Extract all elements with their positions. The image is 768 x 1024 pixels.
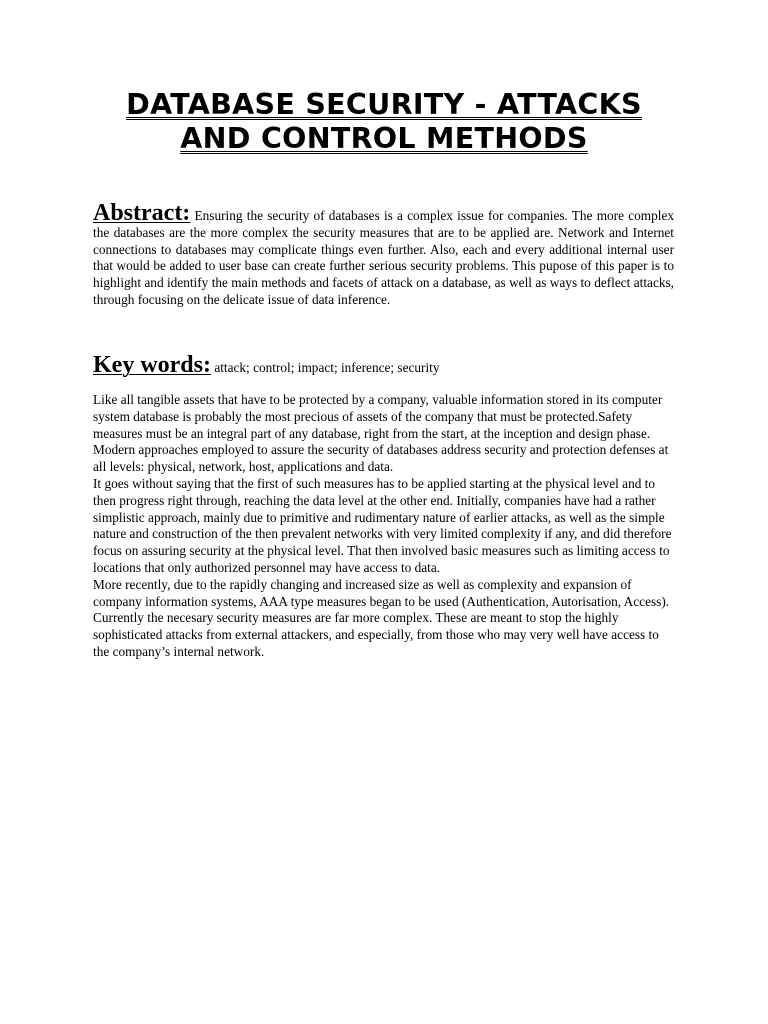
abstract-heading: Abstract: (93, 200, 191, 226)
abstract-text: Ensuring the security of databases is a complex issue for companies. The more complex the databases are the more complex the security measures that are to be applied are. Network and Internet connections to databases may complicate things even further. Also, each and every additional internal user that would be added to user base can create further serious security problems. This pupose of this paper is to highlight and identify the main methods and facets of attack on a database, as well as ways to deflect attacks, through focusing on the delicate issue of data inference. (93, 208, 675, 307)
body-paragraph-4: Currently the necesary security measures are far more complex. These are meant to stop the highly sophisticated attacks from external attackers, and especially, from those who may very well have access to the company’s internal network. (93, 610, 659, 659)
body-paragraph-2: It goes without saying that the first of such measures has to be applied starting at the physical level and to then progress right through, reaching the data level at the other end. Initially, companies have had a rather simplistic approach, mainly due to primitive and rudimentary nature of earlier attacks, as well as the simple nature and construction of the then prevalent networks with very limited complexity if any, and did therefore focus on assuring security at the physical level. That then involved basic measures such as limiting access to locations that only authorized personnel may have access to data. (93, 475, 672, 575)
body-paragraph-3: More recently, due to the rapidly changing and increased size as well as complexity and expansion of company information systems, AAA type measures began to be used (Authentication, Autorisation, Access). (93, 576, 670, 609)
keywords-heading: Key words: (93, 352, 211, 378)
abstract-section (93, 200, 675, 309)
title-line-2: AND CONTROL METHODS (180, 122, 588, 155)
body-paragraph-1: Like all tangible assets that have to be protected by a company, valuable information stored in its computer system database is probably the most precious of assets of the company that must be protected.Safety measures must be an integral part of any database, right from the start, at the inception and design phase. Modern approaches employed to assure the security of databases address security and protection defenses at all levels: physical, network, host, applications and data. (93, 392, 669, 475)
title-line-1: DATABASE SECURITY - ATTACKS (126, 88, 642, 121)
keywords-section (93, 352, 674, 381)
body-text (93, 392, 678, 661)
keywords-text: attack; control; impact; inference; security (214, 360, 440, 375)
document-title (60, 88, 708, 156)
